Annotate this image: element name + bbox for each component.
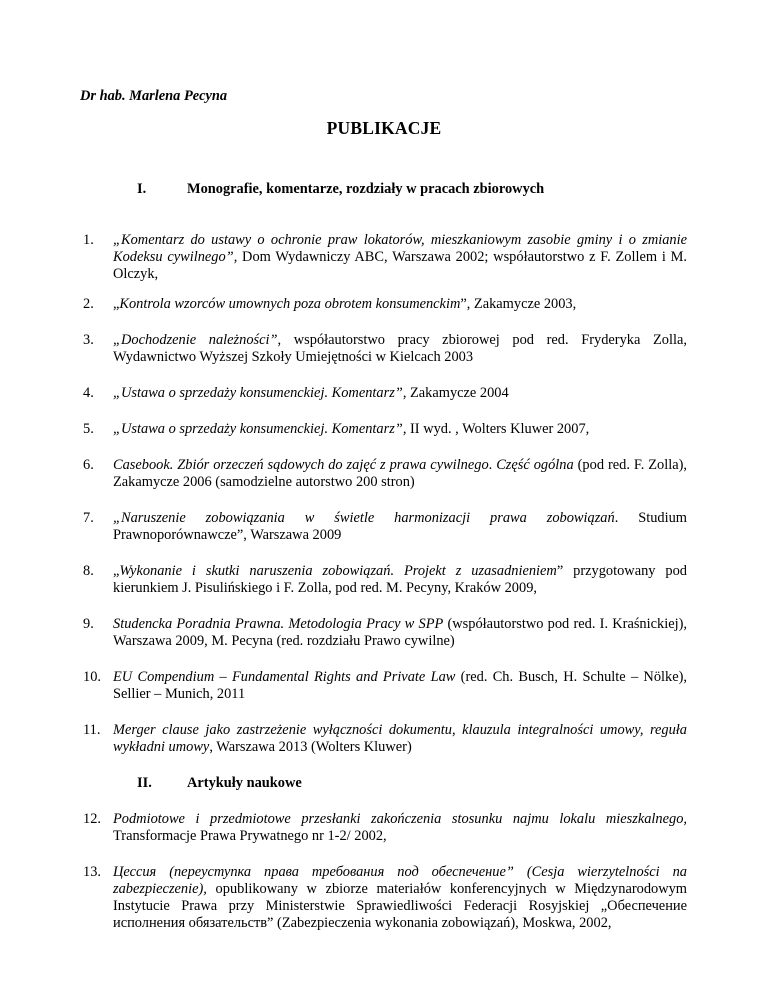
item-details: , Dom Wydawniczy ABC, Warszawa 2002; współautorstwo z F. Zollem i M. Olczyk, <box>113 249 687 282</box>
publication-item-4 <box>83 385 687 402</box>
item-number: 3. <box>83 332 94 348</box>
item-number: 10. <box>83 669 101 685</box>
item-number: 2. <box>83 296 94 312</box>
publication-item-9 <box>83 616 687 650</box>
item-details: Transformacje Prawa Prywatnego nr 1-2/ 2002, <box>113 828 387 844</box>
item-number: 13. <box>83 864 101 880</box>
item-title: Цессия (переуступка права требования под обеспечение” (Cesja wierzytelności na zabezpieczenie), <box>113 864 687 897</box>
publication-item-2 <box>83 296 687 313</box>
section-number: II. <box>137 775 152 791</box>
item-details: (pod red. F. Zolla), Zakamycze 2006 (samodzielne autorstwo 200 stron) <box>113 457 688 490</box>
item-details: , Zakamycze 2004 <box>402 385 509 401</box>
item-subtitle: Część ogólna <box>496 457 574 473</box>
item-title: Podmiotowe i przedmiotowe przesłanki zakończenia stosunku najmu lokalu mieszkalnego, <box>113 811 687 827</box>
publication-item-11 <box>83 722 687 756</box>
item-details: . Studium Prawnoporównawcze”, Warszawa 2009 <box>113 510 687 543</box>
item-title: EU Compendium – Fundamental Rights and Private Law <box>113 669 456 685</box>
item-number: 9. <box>83 616 94 632</box>
item-number: 6. <box>83 457 94 473</box>
item-number: 7. <box>83 510 94 526</box>
publication-item-8 <box>83 563 687 597</box>
item-details: , II wyd. , Wolters Kluwer 2007, <box>402 421 590 437</box>
item-title: „Komentarz do ustawy o ochronie praw lokatorów, mieszkaniowym zasobie gminy i o zmianie Kodeksu cywilnego” <box>113 232 687 265</box>
publication-item-5 <box>83 421 687 438</box>
section-number: I. <box>137 181 147 197</box>
page-title: PUBLIKACJE <box>326 118 442 138</box>
item-title: „Naruszenie zobowiązania w świetle harmonizacji prawa zobowiązań <box>113 510 615 526</box>
item-number: 4. <box>83 385 94 401</box>
publication-item-1 <box>83 232 687 283</box>
section-heading-2 <box>137 775 302 792</box>
item-number: 12. <box>83 811 101 827</box>
item-number: 8. <box>83 563 94 579</box>
item-title: Wykonanie i skutki naruszenia zobowiązań. Projekt z uzasadnieniem <box>119 563 557 579</box>
item-title: Merger clause jako zastrzeżenie wyłączności dokumentu, klauzula integralności umowy, reguła wykładni umowy <box>113 722 687 755</box>
item-details: ”, Zakamycze 2003, <box>460 296 577 312</box>
item-number: 1. <box>83 232 94 248</box>
item-details: , współautorstwo pracy zbiorowej pod red. Fryderyka Zolla, Wydawnictwo Wyższej Szkoły Umiejętności w Kielcach 2003 <box>113 332 687 365</box>
item-number: 5. <box>83 421 94 437</box>
author-name: Dr hab. Marlena Pecyna <box>80 88 228 104</box>
item-details: ” przygotowany pod kierunkiem J. Pisulińskiego i F. Zolla, pod red. M. Pecyny, Kraków 2009, <box>113 563 688 596</box>
publication-item-13 <box>83 864 687 932</box>
item-separator: . <box>488 457 497 473</box>
quote-mark: „ <box>113 563 120 579</box>
item-title: „Ustawa o sprzedaży konsumenckiej. Komentarz” <box>113 385 403 401</box>
item-title: Casebook. Zbiór orzeczeń sądowych do zajęć z prawa cywilnego <box>113 457 489 473</box>
section-title: Monografie, komentarze, rozdziały w pracach zbiorowych <box>187 181 545 197</box>
item-title: „Dochodzenie należności” <box>113 332 278 348</box>
section-heading-1 <box>137 181 544 198</box>
publication-item-12 <box>83 811 687 845</box>
publication-item-3 <box>83 332 687 366</box>
item-details: (współautorstwo pod red. I. Kraśnickiej), Warszawa 2009, M. Pecyna (red. rozdziału Prawo cywilne) <box>113 616 687 649</box>
item-title: Studencka Poradnia Prawna. Metodologia Pracy w SPP <box>113 616 444 632</box>
item-details: , Warszawa 2013 (Wolters Kluwer) <box>209 739 412 755</box>
item-number: 11. <box>83 722 101 738</box>
item-title: „Ustawa o sprzedaży konsumenckiej. Komentarz” <box>113 421 403 437</box>
item-details: opublikowany w zbiorze materiałów konferencyjnych w Międzynarodowym Instytucie Prawa przy Ministerstwie Sprawiedliwości Federacji Rosyjskiej „Обеспечение исполнения обязательств” (Zabezpieczenia wykonania zobowiązań), Moskwa, 2002, <box>113 881 687 931</box>
publication-item-10 <box>83 669 687 703</box>
item-title: Kontrola wzorców umownych poza obrotem konsumenckim <box>119 296 461 312</box>
publication-item-6 <box>83 457 687 491</box>
item-details: (red. Ch. Busch, H. Schulte – Nölke), Sellier – Munich, 2011 <box>113 669 687 702</box>
quote-mark: „ <box>113 296 120 312</box>
section-title: Artykuły naukowe <box>187 775 302 791</box>
publication-item-7 <box>83 510 687 544</box>
